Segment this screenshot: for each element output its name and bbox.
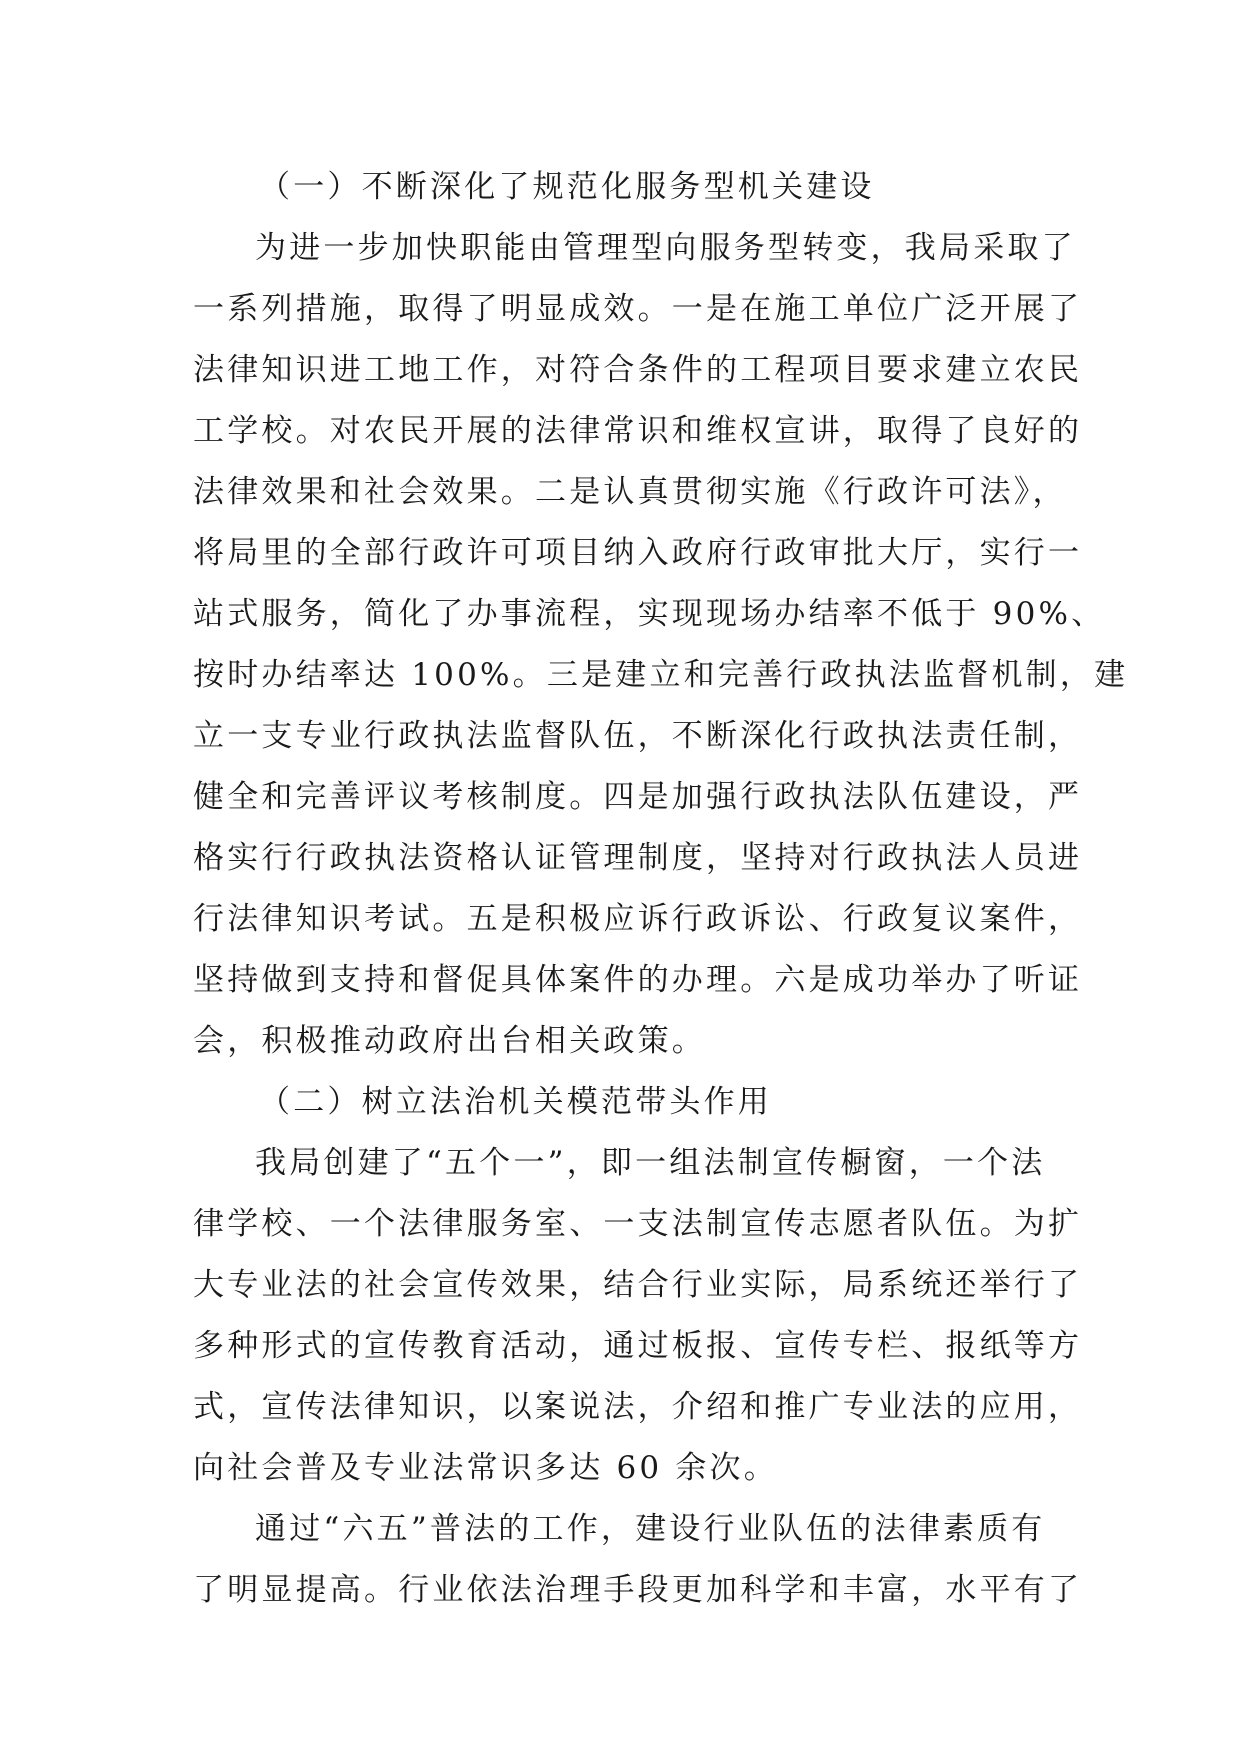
- section-heading-1: （一）不断深化了规范化服务型机关建设: [259, 169, 875, 205]
- paragraph-line: 行法律知识考试。五是积极应诉行政诉讼、行政复议案件，: [193, 901, 1083, 937]
- paragraph-line: 按时办结率达 100%。三是建立和完善行政执法监督机制，建: [193, 657, 1129, 693]
- paragraph-line: 站式服务，简化了办事流程，实现现场办结率不低于 90%、: [193, 596, 1106, 632]
- paragraph-line: 向社会普及专业法常识多达 60 余次。: [193, 1450, 778, 1486]
- paragraph-line: 为进一步加快职能由管理型向服务型转变，我局采取了: [255, 230, 1076, 266]
- paragraph-line: 会，积极推动政府出台相关政策。: [193, 1023, 706, 1059]
- paragraph-line: 坚持做到支持和督促具体案件的办理。六是成功举办了听证: [193, 962, 1083, 998]
- paragraph-line: 通过“六五”普法的工作，建设行业队伍的法律素质有: [255, 1511, 1046, 1547]
- paragraph-line: 格实行行政执法资格认证管理制度，坚持对行政执法人员进: [193, 840, 1083, 876]
- paragraph-line: 我局创建了“五个一”，即一组法制宣传橱窗，一个法: [255, 1145, 1046, 1181]
- section-heading-2: （二）树立法治机关模范带头作用: [259, 1084, 772, 1120]
- paragraph-line: 式，宣传法律知识，以案说法，介绍和推广专业法的应用，: [193, 1389, 1083, 1425]
- paragraph-line: 律学校、一个法律服务室、一支法制宣传志愿者队伍。为扩: [193, 1206, 1083, 1242]
- paragraph-line: 将局里的全部行政许可项目纳入政府行政审批大厅，实行一: [193, 535, 1083, 571]
- paragraph-line: 法律知识进工地工作，对符合条件的工程项目要求建立农民: [193, 352, 1083, 388]
- paragraph-line: 立一支专业行政执法监督队伍，不断深化行政执法责任制，: [193, 718, 1083, 754]
- paragraph-line: 健全和完善评议考核制度。四是加强行政执法队伍建设，严: [193, 779, 1083, 815]
- document-body: [193, 157, 1129, 1621]
- paragraph-line: 一系列措施，取得了明显成效。一是在施工单位广泛开展了: [193, 291, 1083, 327]
- paragraph-line: 了明显提高。行业依法治理手段更加科学和丰富，水平有了: [193, 1572, 1083, 1608]
- paragraph-line: 工学校。对农民开展的法律常识和维权宣讲，取得了良好的: [193, 413, 1083, 449]
- paragraph-line: 多种形式的宣传教育活动，通过板报、宣传专栏、报纸等方: [193, 1328, 1083, 1364]
- paragraph-line: 大专业法的社会宣传效果，结合行业实际，局系统还举行了: [193, 1267, 1083, 1303]
- paragraph-line: 法律效果和社会效果。二是认真贯彻实施《行政许可法》，: [193, 474, 1067, 510]
